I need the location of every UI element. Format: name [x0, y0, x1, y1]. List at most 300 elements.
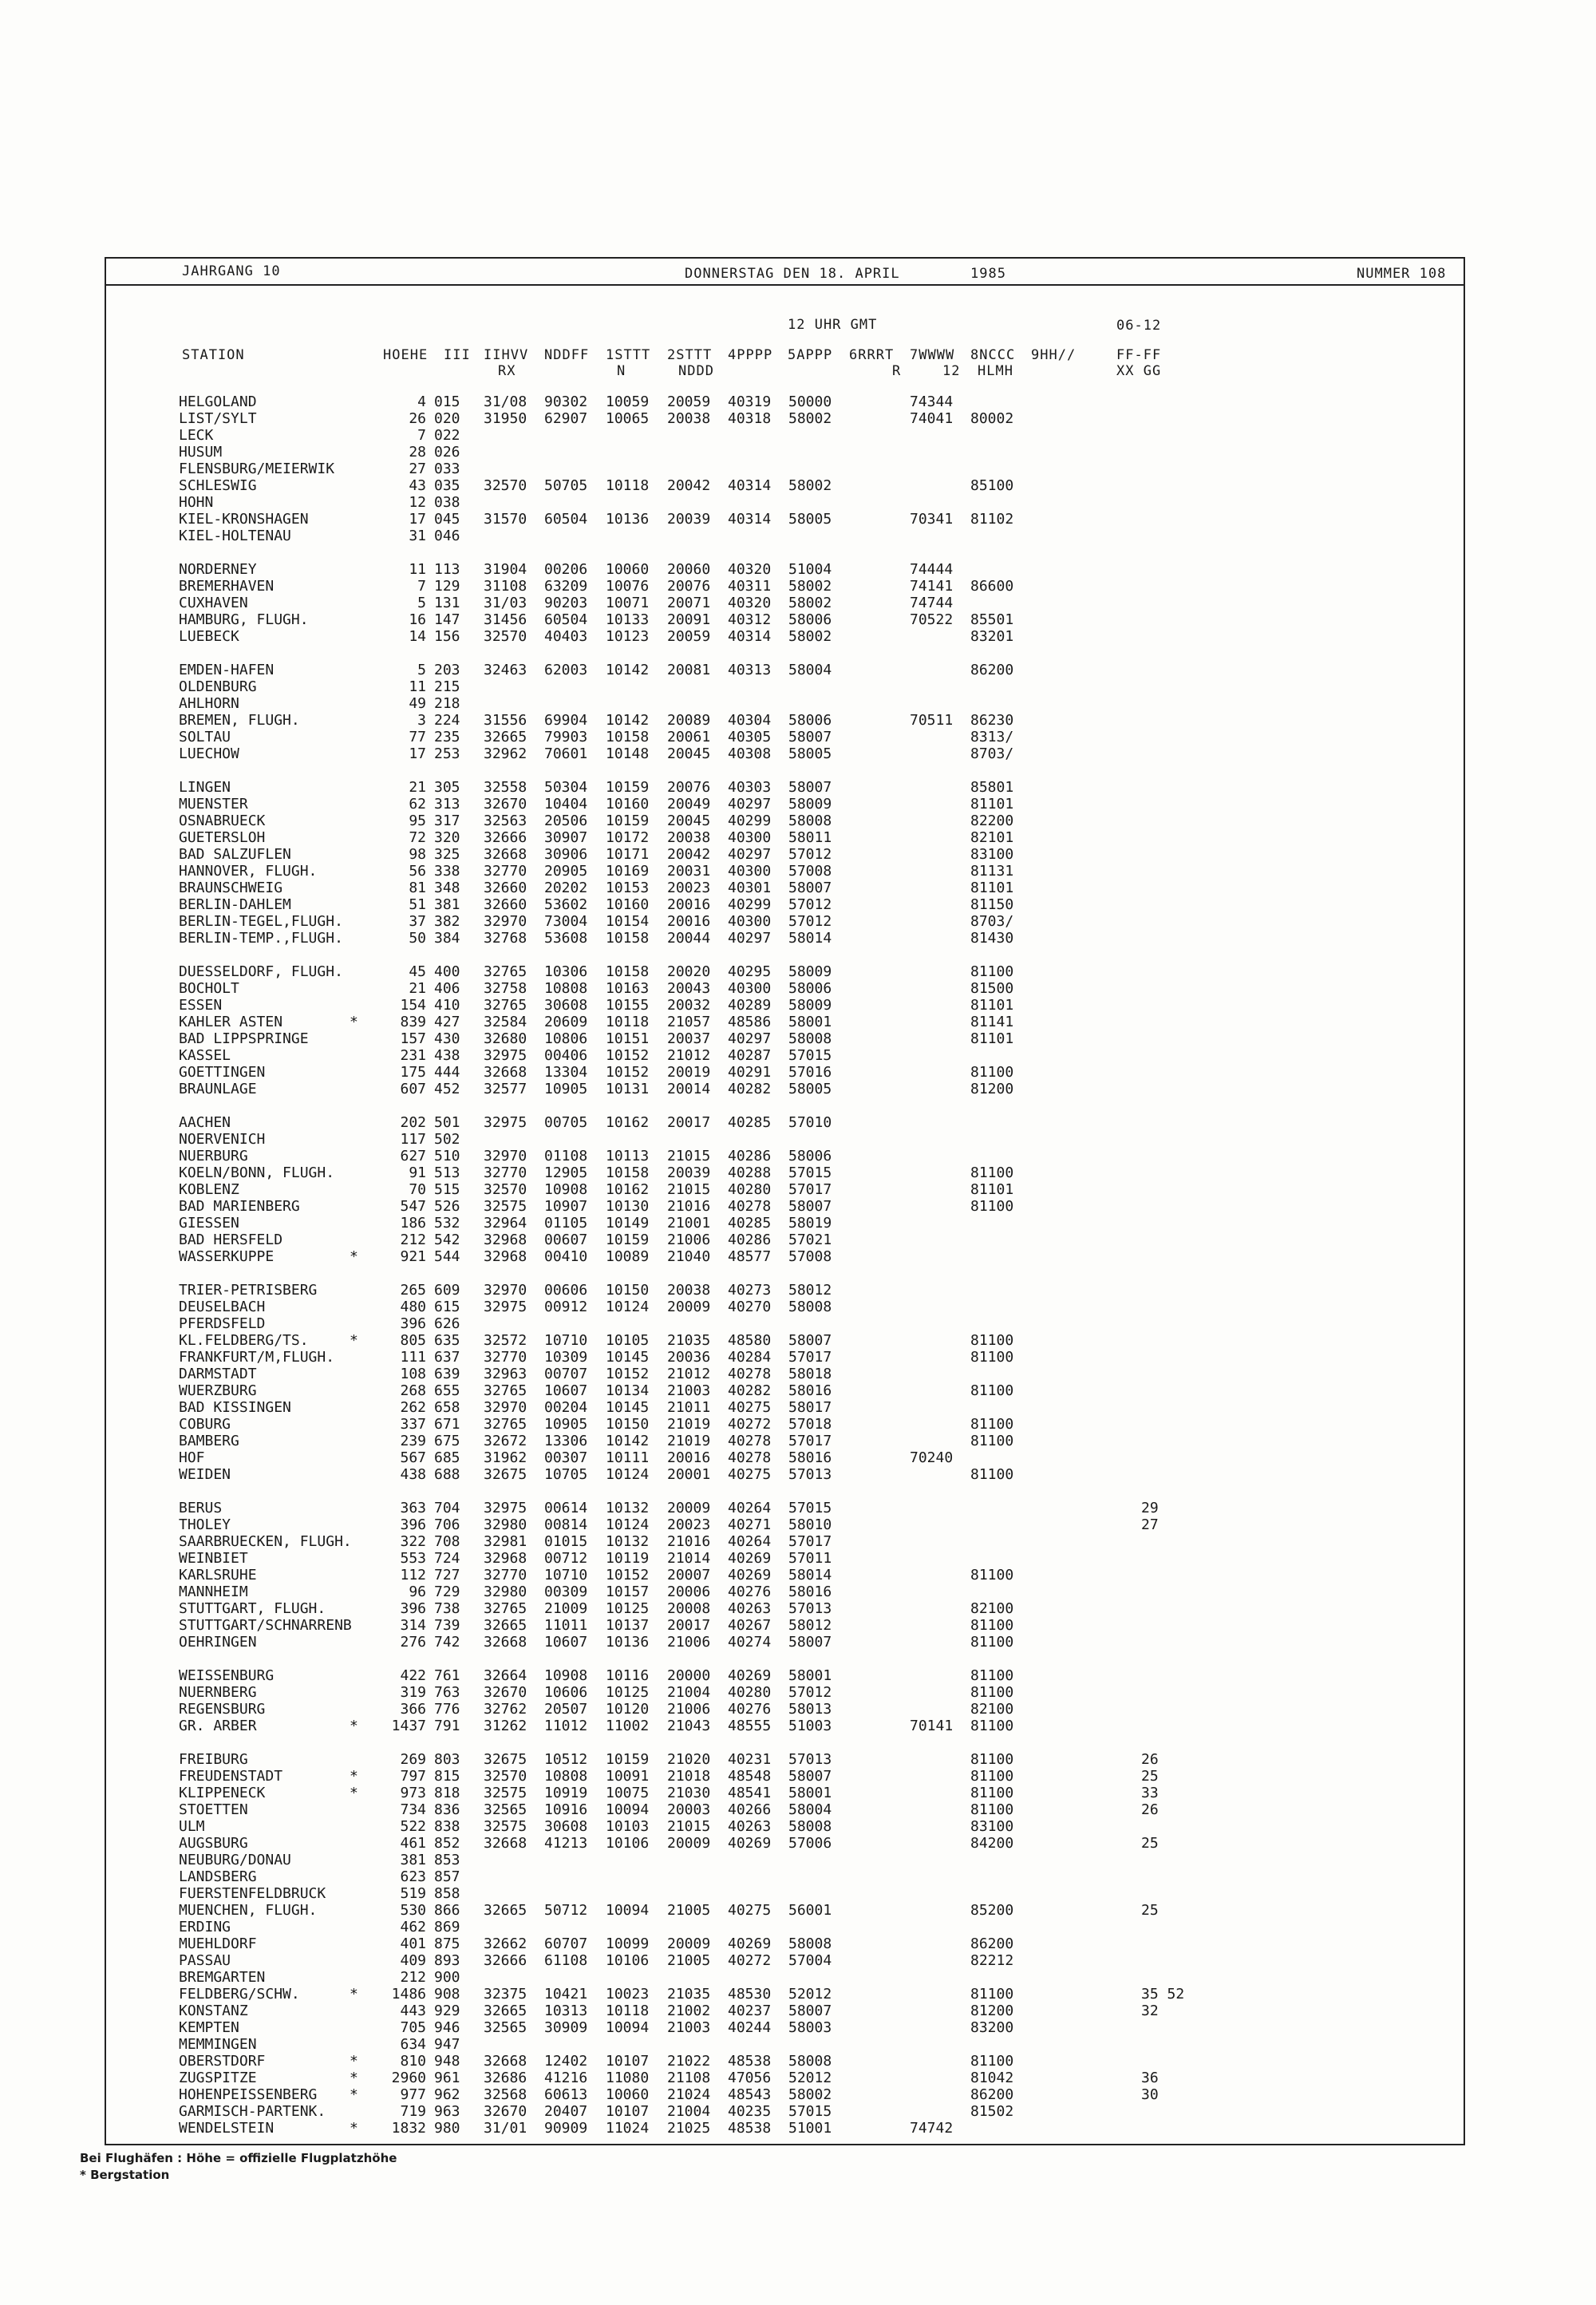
- iihvv-cell: 31262: [484, 1718, 527, 1734]
- hoehe-cell: 553: [400, 1550, 426, 1567]
- pppp4-cell: 40300: [728, 863, 772, 880]
- nccc8-cell: 81100: [970, 1667, 1014, 1684]
- iii-cell: 980: [434, 2120, 460, 2137]
- pppp4-cell: 40263: [728, 1818, 772, 1835]
- iihvv-cell: 32675: [484, 1751, 527, 1768]
- station-name: KONSTANZ: [179, 2003, 248, 2019]
- nccc8-cell: 81100: [970, 1567, 1014, 1583]
- nddff-cell: 90203: [544, 595, 588, 611]
- iihvv-cell: 32568: [484, 2086, 527, 2103]
- hoehe-cell: 314: [400, 1617, 426, 1634]
- sttt2-cell: 21014: [667, 1550, 711, 1567]
- volume-label: JAHRGANG 10: [182, 263, 281, 279]
- wwww7-cell: 70240: [910, 1449, 954, 1466]
- station-name: OLDENBURG: [179, 678, 257, 695]
- iihvv-cell: 32575: [484, 1198, 527, 1215]
- hoehe-cell: 2960: [391, 2070, 426, 2086]
- pppp4-cell: 40313: [728, 662, 772, 678]
- iihvv-cell: 32975: [484, 1114, 527, 1131]
- pppp4-cell: 40274: [728, 1634, 772, 1651]
- iihvv-cell: 32765: [484, 1416, 527, 1433]
- sttt2-cell: 20042: [667, 846, 711, 863]
- station-name: HOF: [179, 1449, 205, 1466]
- iii-cell: 635: [434, 1332, 460, 1349]
- nccc8-cell: 81100: [970, 1634, 1014, 1651]
- hoehe-cell: 28: [409, 444, 426, 461]
- station-name: KASSEL: [179, 1047, 231, 1064]
- sttt2-cell: 21025: [667, 2120, 711, 2137]
- nddff-cell: 10705: [544, 1466, 588, 1483]
- appp5-cell: 58002: [788, 628, 832, 645]
- sttt1-cell: 10163: [606, 980, 650, 997]
- iii-cell: 763: [434, 1684, 460, 1701]
- nddff-cell: 10907: [544, 1198, 588, 1215]
- iii-cell: 033: [434, 461, 460, 477]
- sttt1-cell: 10142: [606, 1433, 650, 1449]
- sttt1-cell: 10094: [606, 1801, 650, 1818]
- nccc8-cell: 83201: [970, 628, 1014, 645]
- sttt1-cell: 10132: [606, 1533, 650, 1550]
- station-name: BREMGARTEN: [179, 1969, 266, 1986]
- nccc8-cell: 81500: [970, 980, 1014, 997]
- sttt1-cell: 10151: [606, 1030, 650, 1047]
- sttt2-cell: 21019: [667, 1433, 711, 1449]
- iihvv-cell: 32570: [484, 628, 527, 645]
- hoehe-cell: 31: [409, 528, 426, 544]
- iihvv-cell: 32968: [484, 1248, 527, 1265]
- hoehe-cell: 96: [409, 1583, 426, 1600]
- iii-cell: 430: [434, 1030, 460, 1047]
- nddff-cell: 50712: [544, 1902, 588, 1919]
- ff-cell: 36: [1141, 2070, 1159, 2086]
- iihvv-cell: 32662: [484, 1935, 527, 1952]
- pppp4-cell: 40271: [728, 1516, 772, 1533]
- sttt1-cell: 10158: [606, 729, 650, 745]
- sttt1-cell: 10157: [606, 1583, 650, 1600]
- iii-cell: 215: [434, 678, 460, 695]
- station-name: NORDERNEY: [179, 561, 257, 578]
- nddff-cell: 60504: [544, 611, 588, 628]
- sttt1-cell: 10023: [606, 1986, 650, 2003]
- iihvv-cell: 32975: [484, 1047, 527, 1064]
- col-8nccc: 8NCCC: [970, 347, 1016, 363]
- hoehe-cell: 56: [409, 863, 426, 880]
- appp5-cell: 58010: [788, 1516, 832, 1533]
- sttt1-cell: 10169: [606, 863, 650, 880]
- iihvv-cell: 32668: [484, 2053, 527, 2070]
- mountain-station-marker: *: [350, 1785, 358, 1801]
- iii-cell: 706: [434, 1516, 460, 1533]
- iihvv-cell: 32666: [484, 1952, 527, 1969]
- sttt2-cell: 20003: [667, 1801, 711, 1818]
- sttt1-cell: 10094: [606, 2019, 650, 2036]
- sttt1-cell: 10125: [606, 1684, 650, 1701]
- nccc8-cell: 81100: [970, 1785, 1014, 1801]
- iihvv-cell: 32570: [484, 1768, 527, 1785]
- hoehe-cell: 1437: [391, 1718, 426, 1734]
- mountain-station-marker: *: [350, 2086, 358, 2103]
- iii-cell: 815: [434, 1768, 460, 1785]
- sttt2-cell: 20038: [667, 1282, 711, 1299]
- station-name: BAD KISSINGEN: [179, 1399, 291, 1416]
- hoehe-cell: 117: [400, 1131, 426, 1148]
- pppp4-cell: 40267: [728, 1617, 772, 1634]
- sttt1-cell: 10155: [606, 997, 650, 1014]
- appp5-cell: 58002: [788, 578, 832, 595]
- pppp4-cell: 40275: [728, 1399, 772, 1416]
- year-label: 1985: [970, 266, 1006, 282]
- iii-cell: 325: [434, 846, 460, 863]
- sttt1-cell: 10159: [606, 812, 650, 829]
- iii-cell: 015: [434, 393, 460, 410]
- station-name: AUGSBURG: [179, 1835, 248, 1852]
- hoehe-cell: 70: [409, 1181, 426, 1198]
- appp5-cell: 57018: [788, 1416, 832, 1433]
- iihvv-cell: 31950: [484, 410, 527, 427]
- sttt2-cell: 21057: [667, 1014, 711, 1030]
- hoehe-cell: 519: [400, 1885, 426, 1902]
- nddff-cell: 20407: [544, 2103, 588, 2120]
- iii-cell: 542: [434, 1232, 460, 1248]
- iihvv-cell: 32981: [484, 1533, 527, 1550]
- pppp4-cell: 40237: [728, 2003, 772, 2019]
- nddff-cell: 30907: [544, 829, 588, 846]
- station-name: BOCHOLT: [179, 980, 239, 997]
- sttt2-cell: 20009: [667, 1500, 711, 1516]
- sttt2-cell: 20009: [667, 1935, 711, 1952]
- appp5-cell: 58016: [788, 1382, 832, 1399]
- iii-cell: 685: [434, 1449, 460, 1466]
- sttt1-cell: 10154: [606, 913, 650, 930]
- sttt2-cell: 20091: [667, 611, 711, 628]
- iii-cell: 384: [434, 930, 460, 947]
- iii-cell: 544: [434, 1248, 460, 1265]
- iihvv-cell: 32668: [484, 1634, 527, 1651]
- nccc8-cell: 8313/: [970, 729, 1014, 745]
- sttt2-cell: 20043: [667, 980, 711, 997]
- hoehe-cell: 1832: [391, 2120, 426, 2137]
- appp5-cell: 58008: [788, 1299, 832, 1315]
- pppp4-cell: 40278: [728, 1366, 772, 1382]
- sttt1-cell: 10160: [606, 796, 650, 812]
- sttt2-cell: 21020: [667, 1751, 711, 1768]
- pppp4-cell: 40297: [728, 1030, 772, 1047]
- iii-cell: 658: [434, 1399, 460, 1416]
- appp5-cell: 58007: [788, 1198, 832, 1215]
- station-name: NOERVENICH: [179, 1131, 266, 1148]
- appp5-cell: 58005: [788, 745, 832, 762]
- nddff-cell: 11012: [544, 1718, 588, 1734]
- sttt2-cell: 21030: [667, 1785, 711, 1801]
- nddff-cell: 50705: [544, 477, 588, 494]
- station-name: DUESSELDORF, FLUGH.: [179, 963, 343, 980]
- wwww7-cell: 70511: [910, 712, 954, 729]
- nddff-cell: 10919: [544, 1785, 588, 1801]
- col-4pppp: 4PPPP: [728, 347, 773, 363]
- nccc8-cell: 81100: [970, 1718, 1014, 1734]
- hoehe-cell: 462: [400, 1919, 426, 1935]
- iihvv-cell: 32584: [484, 1014, 527, 1030]
- hoehe-cell: 634: [400, 2036, 426, 2053]
- nddff-cell: 10607: [544, 1382, 588, 1399]
- iii-cell: 444: [434, 1064, 460, 1081]
- hoehe-cell: 212: [400, 1969, 426, 1986]
- station-name: WENDELSTEIN: [179, 2120, 275, 2137]
- iihvv-cell: 32668: [484, 1064, 527, 1081]
- station-name: LIST/SYLT: [179, 410, 257, 427]
- col-ff-sub: XX GG: [1116, 363, 1162, 379]
- iii-cell: 908: [434, 1986, 460, 2003]
- hoehe-cell: 461: [400, 1835, 426, 1852]
- iii-cell: 502: [434, 1131, 460, 1148]
- nddff-cell: 30608: [544, 997, 588, 1014]
- nddff-cell: 41213: [544, 1835, 588, 1852]
- iii-cell: 637: [434, 1349, 460, 1366]
- nddff-cell: 00607: [544, 1232, 588, 1248]
- appp5-cell: 58011: [788, 829, 832, 846]
- sttt1-cell: 10119: [606, 1550, 650, 1567]
- iii-cell: 688: [434, 1466, 460, 1483]
- pppp4-cell: 40270: [728, 1299, 772, 1315]
- sttt2-cell: 21043: [667, 1718, 711, 1734]
- sttt1-cell: 10120: [606, 1701, 650, 1718]
- hoehe-cell: 443: [400, 2003, 426, 2019]
- sttt1-cell: 10123: [606, 628, 650, 645]
- nddff-cell: 00814: [544, 1516, 588, 1533]
- pppp4-cell: 40276: [728, 1701, 772, 1718]
- hoehe-cell: 337: [400, 1416, 426, 1433]
- station-name: AACHEN: [179, 1114, 231, 1131]
- nccc8-cell: 81100: [970, 1433, 1014, 1449]
- nccc8-cell: 82212: [970, 1952, 1014, 1969]
- iii-cell: 515: [434, 1181, 460, 1198]
- iihvv-cell: 31108: [484, 578, 527, 595]
- sttt1-cell: 11080: [606, 2070, 650, 2086]
- hoehe-cell: 396: [400, 1600, 426, 1617]
- pppp4-cell: 47056: [728, 2070, 772, 2086]
- sttt1-cell: 10089: [606, 1248, 650, 1265]
- station-name: HOHENPEISSENBERG: [179, 2086, 318, 2103]
- station-name: BAD HERSFELD: [179, 1232, 283, 1248]
- pppp4-cell: 40269: [728, 1667, 772, 1684]
- pppp4-cell: 40278: [728, 1449, 772, 1466]
- sttt1-cell: 10118: [606, 1014, 650, 1030]
- appp5-cell: 57008: [788, 1248, 832, 1265]
- station-name: BAD SALZUFLEN: [179, 846, 291, 863]
- iii-cell: 791: [434, 1718, 460, 1734]
- iii-cell: 639: [434, 1366, 460, 1382]
- col-iihvv: IIHVV: [484, 347, 529, 363]
- pppp4-cell: 40300: [728, 829, 772, 846]
- nccc8-cell: 81102: [970, 511, 1014, 528]
- nccc8-cell: 81101: [970, 796, 1014, 812]
- iii-cell: 929: [434, 2003, 460, 2019]
- nddff-cell: 00204: [544, 1399, 588, 1416]
- appp5-cell: 57017: [788, 1349, 832, 1366]
- pppp4-cell: 40320: [728, 561, 772, 578]
- nddff-cell: 50304: [544, 779, 588, 796]
- sttt2-cell: 20016: [667, 1449, 711, 1466]
- sttt1-cell: 10159: [606, 1751, 650, 1768]
- sttt1-cell: 10060: [606, 2086, 650, 2103]
- sttt1-cell: 10107: [606, 2053, 650, 2070]
- iii-cell: 046: [434, 528, 460, 544]
- sttt2-cell: 21016: [667, 1198, 711, 1215]
- hoehe-cell: 157: [400, 1030, 426, 1047]
- appp5-cell: 56001: [788, 1902, 832, 1919]
- iihvv-cell: 32375: [484, 1986, 527, 2003]
- pppp4-cell: 40287: [728, 1047, 772, 1064]
- pppp4-cell: 40301: [728, 880, 772, 896]
- appp5-cell: 58006: [788, 980, 832, 997]
- nccc8-cell: 81100: [970, 1332, 1014, 1349]
- iihvv-cell: 31456: [484, 611, 527, 628]
- iii-cell: 738: [434, 1600, 460, 1617]
- station-name: ESSEN: [179, 997, 223, 1014]
- nddff-cell: 21009: [544, 1600, 588, 1617]
- station-name: BAD LIPPSPRINGE: [179, 1030, 309, 1047]
- station-name: BERLIN-DAHLEM: [179, 896, 291, 913]
- station-name: KIEL-HOLTENAU: [179, 528, 291, 544]
- appp5-cell: 58004: [788, 1801, 832, 1818]
- sttt1-cell: 10162: [606, 1181, 650, 1198]
- iii-cell: 803: [434, 1751, 460, 1768]
- iii-cell: 020: [434, 410, 460, 427]
- nddff-cell: 10908: [544, 1667, 588, 1684]
- sttt2-cell: 21006: [667, 1634, 711, 1651]
- sttt1-cell: 10137: [606, 1617, 650, 1634]
- iii-cell: 313: [434, 796, 460, 812]
- iii-cell: 963: [434, 2103, 460, 2120]
- hoehe-cell: 108: [400, 1366, 426, 1382]
- sttt2-cell: 21018: [667, 1768, 711, 1785]
- sttt2-cell: 21012: [667, 1047, 711, 1064]
- pppp4-cell: 48541: [728, 1785, 772, 1801]
- station-name: ERDING: [179, 1919, 231, 1935]
- hoehe-cell: 268: [400, 1382, 426, 1399]
- iii-cell: 858: [434, 1885, 460, 1902]
- wwww7-cell: 74742: [910, 2120, 954, 2137]
- iii-cell: 869: [434, 1919, 460, 1935]
- nccc8-cell: 8703/: [970, 913, 1014, 930]
- col-2sttt: 2STTT: [667, 347, 713, 363]
- iii-cell: 513: [434, 1164, 460, 1181]
- hoehe-cell: 363: [400, 1500, 426, 1516]
- report-frame: [105, 257, 1465, 2145]
- station-name: CUXHAVEN: [179, 595, 248, 611]
- iihvv-cell: 31556: [484, 712, 527, 729]
- sttt2-cell: 20061: [667, 729, 711, 745]
- station-name: GUETERSLOH: [179, 829, 266, 846]
- nddff-cell: 53602: [544, 896, 588, 913]
- pppp4-cell: 48538: [728, 2120, 772, 2137]
- hoehe-cell: 98: [409, 846, 426, 863]
- iihvv-cell: 32762: [484, 1701, 527, 1718]
- appp5-cell: 57008: [788, 863, 832, 880]
- iii-cell: 675: [434, 1433, 460, 1449]
- nccc8-cell: 85200: [970, 1902, 1014, 1919]
- sttt2-cell: 21002: [667, 2003, 711, 2019]
- nccc8-cell: 81200: [970, 1081, 1014, 1097]
- iii-cell: 235: [434, 729, 460, 745]
- iii-cell: 962: [434, 2086, 460, 2103]
- col-nddff: NDDFF: [544, 347, 590, 363]
- pppp4-cell: 40263: [728, 1600, 772, 1617]
- nddff-cell: 00707: [544, 1366, 588, 1382]
- station-name: FREIBURG: [179, 1751, 248, 1768]
- hoehe-cell: 5: [417, 662, 426, 678]
- pppp4-cell: 40300: [728, 980, 772, 997]
- hoehe-cell: 43: [409, 477, 426, 494]
- appp5-cell: 57004: [788, 1952, 832, 1969]
- ff-cell: 32: [1141, 2003, 1159, 2019]
- iii-cell: 129: [434, 578, 460, 595]
- nddff-cell: 10710: [544, 1567, 588, 1583]
- nddff-cell: 11011: [544, 1617, 588, 1634]
- appp5-cell: 58008: [788, 812, 832, 829]
- iihvv-cell: 32770: [484, 863, 527, 880]
- station-name: THOLEY: [179, 1516, 231, 1533]
- nccc8-cell: 82100: [970, 1701, 1014, 1718]
- sttt1-cell: 10142: [606, 662, 650, 678]
- iii-cell: 609: [434, 1282, 460, 1299]
- ff-cell: 25: [1141, 1768, 1159, 1785]
- iii-cell: 900: [434, 1969, 460, 1986]
- station-name: BREMEN, FLUGH.: [179, 712, 300, 729]
- sttt2-cell: 20023: [667, 880, 711, 896]
- hoehe-cell: 480: [400, 1299, 426, 1315]
- sttt2-cell: 20008: [667, 1600, 711, 1617]
- sttt2-cell: 20007: [667, 1567, 711, 1583]
- nccc8-cell: 82100: [970, 1600, 1014, 1617]
- nddff-cell: 10808: [544, 1768, 588, 1785]
- nddff-cell: 00410: [544, 1248, 588, 1265]
- iihvv-cell: 32664: [484, 1667, 527, 1684]
- hoehe-cell: 547: [400, 1198, 426, 1215]
- iihvv-cell: 32964: [484, 1215, 527, 1232]
- appp5-cell: 58009: [788, 997, 832, 1014]
- nddff-cell: 00614: [544, 1500, 588, 1516]
- sttt1-cell: 10158: [606, 1164, 650, 1181]
- sttt2-cell: 21004: [667, 2103, 711, 2120]
- nccc8-cell: 81101: [970, 880, 1014, 896]
- hoehe-cell: 262: [400, 1399, 426, 1416]
- nddff-cell: 63209: [544, 578, 588, 595]
- sttt1-cell: 10142: [606, 712, 650, 729]
- iihvv-cell: 32668: [484, 846, 527, 863]
- station-name: BAD MARIENBERG: [179, 1198, 300, 1215]
- station-name: OSNABRUECK: [179, 812, 266, 829]
- iii-cell: 532: [434, 1215, 460, 1232]
- sttt1-cell: 10145: [606, 1399, 650, 1416]
- iii-cell: 510: [434, 1148, 460, 1164]
- sttt2-cell: 20000: [667, 1667, 711, 1684]
- appp5-cell: 58007: [788, 1634, 832, 1651]
- iihvv-cell: 32665: [484, 1902, 527, 1919]
- appp5-cell: 58002: [788, 595, 832, 611]
- station-name: BERUS: [179, 1500, 223, 1516]
- nddff-cell: 20905: [544, 863, 588, 880]
- station-name: STUTTGART, FLUGH.: [179, 1600, 326, 1617]
- nddff-cell: 10607: [544, 1634, 588, 1651]
- iii-cell: 348: [434, 880, 460, 896]
- station-name: BERLIN-TEGEL,FLUGH.: [179, 913, 343, 930]
- nccc8-cell: 81502: [970, 2103, 1014, 2120]
- station-name: MUENCHEN, FLUGH.: [179, 1902, 318, 1919]
- station-name: REGENSBURG: [179, 1701, 266, 1718]
- sttt2-cell: 21108: [667, 2070, 711, 2086]
- nccc8-cell: 81430: [970, 930, 1014, 947]
